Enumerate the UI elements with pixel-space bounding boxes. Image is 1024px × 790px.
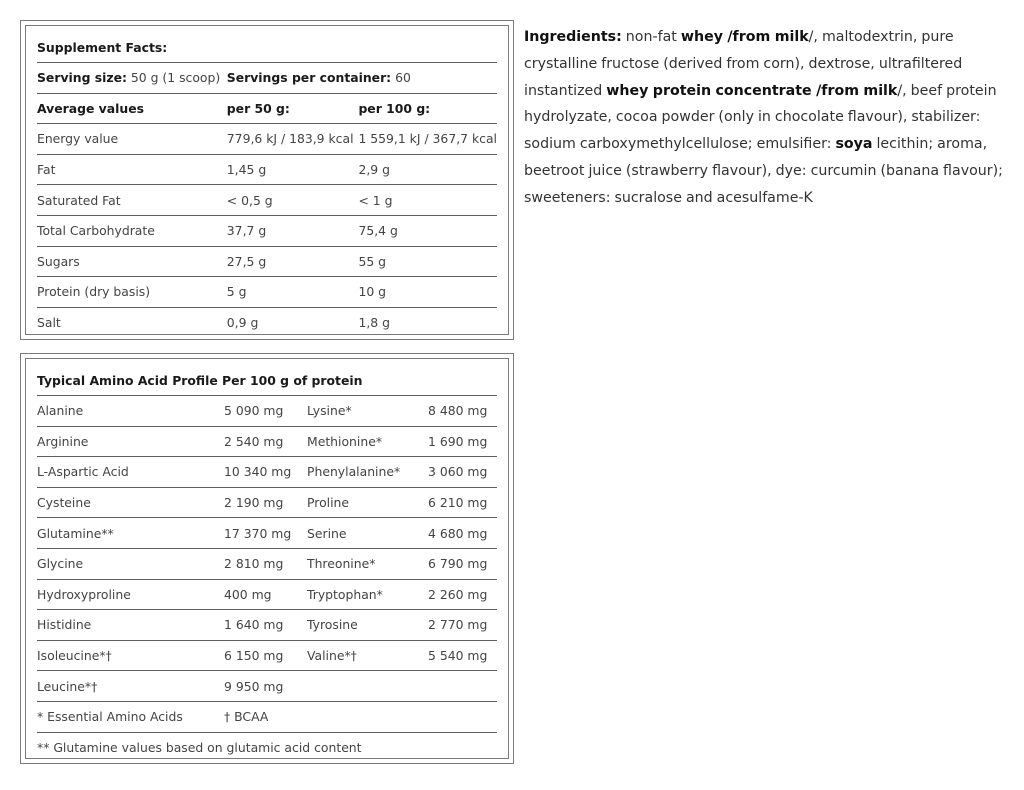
amino-name: Leucine*† xyxy=(37,671,224,702)
nutrient-name: Fat xyxy=(37,154,227,185)
amino-name: Hydroxyproline xyxy=(37,579,224,610)
supplement-facts-panel xyxy=(20,20,514,340)
ingredients-paragraph xyxy=(524,24,1022,212)
amino-name: Glycine xyxy=(37,548,224,579)
table-row xyxy=(37,640,497,671)
nutrient-per100: 1,8 g xyxy=(358,315,390,331)
nutrient-name: Sugars xyxy=(37,246,227,277)
nutrient-per50: < 0,5 g xyxy=(227,185,359,216)
table-row xyxy=(37,487,497,518)
nutrient-per100: 10 g xyxy=(358,277,497,308)
table-row xyxy=(37,307,497,337)
ingredients-segment: lecithin; aroma, beetroot juice (strawberry flavour), dye: curcumin (banana flavour); sweeteners: sucralose and acesulfame-K xyxy=(524,136,1003,206)
serving-size xyxy=(37,63,227,94)
ingredients-segment: non-fat xyxy=(621,29,681,45)
amino-value: 17 370 mg xyxy=(224,518,307,549)
footnote-bcaa: † BCAA xyxy=(224,701,497,732)
table-row xyxy=(37,579,497,610)
amino-value xyxy=(428,671,497,702)
amino-value: 2 810 mg xyxy=(224,548,307,579)
table-row xyxy=(37,246,497,277)
amino-name: Valine*† xyxy=(307,640,428,671)
amino-name: Histidine xyxy=(37,610,224,641)
table-row xyxy=(37,396,497,427)
amino-name: Phenylalanine* xyxy=(307,457,428,488)
amino-name: Threonine* xyxy=(307,548,428,579)
amino-value: 6 150 mg xyxy=(224,640,307,671)
nutrient-per100: < 1 g xyxy=(358,185,497,216)
table-row xyxy=(37,154,497,185)
nutrient-name: Protein (dry basis) xyxy=(37,277,227,308)
nutrient-per100: 75,4 g xyxy=(358,215,497,246)
supplement-facts-title: Supplement Facts: xyxy=(37,32,497,63)
table-row xyxy=(37,548,497,579)
amino-name xyxy=(307,671,428,702)
table-row xyxy=(37,518,497,549)
amino-value: 10 340 mg xyxy=(224,457,307,488)
amino-profile-title: Typical Amino Acid Profile Per 100 g of protein xyxy=(37,365,497,396)
amino-name: Lysine* xyxy=(307,396,428,427)
table-row xyxy=(37,457,497,488)
amino-value: 8 480 mg xyxy=(428,396,497,427)
nutrient-name: Saturated Fat xyxy=(37,185,227,216)
amino-value: 2 540 mg xyxy=(224,426,307,457)
supplement-facts-inner-frame xyxy=(25,25,509,335)
serving-row xyxy=(37,63,497,94)
amino-acid-profile-panel xyxy=(20,353,514,764)
servings-per-container xyxy=(227,63,497,94)
amino-value: 5 540 mg xyxy=(428,640,497,671)
amino-name: Proline xyxy=(307,487,428,518)
facts-title-row xyxy=(37,32,497,63)
nutrient-per50: 1,45 g xyxy=(227,154,359,185)
amino-value: 1 640 mg xyxy=(224,610,307,641)
table-row xyxy=(37,277,497,308)
amino-value: 400 mg xyxy=(224,579,307,610)
footnote-essential: * Essential Amino Acids xyxy=(37,701,224,732)
ingredients-label: Ingredients: xyxy=(524,29,622,45)
facts-header-row xyxy=(37,93,497,124)
amino-acid-inner-frame xyxy=(25,358,509,759)
amino-name: Methionine* xyxy=(307,426,428,457)
amino-acid-table xyxy=(37,365,497,762)
amino-name: L-Aspartic Acid xyxy=(37,457,224,488)
table-row xyxy=(37,124,497,155)
header-per-100g: per 100 g: xyxy=(358,93,497,124)
amino-value: 6 790 mg xyxy=(428,548,497,579)
ingredients-segment-bold: whey protein concentrate /from milk xyxy=(606,82,898,99)
supplement-facts-table xyxy=(37,32,497,337)
amino-value: 2 770 mg xyxy=(428,610,497,641)
amino-title-row xyxy=(37,365,497,396)
amino-name: Tryptophan* xyxy=(307,579,428,610)
header-per-50g: per 50 g: xyxy=(227,93,359,124)
ingredients-segment: /, beef protein hydrolyzate, cocoa powder (only in chocolate flavour), stabilizer: sodium carboxymethylcellulose; emulsifier: xyxy=(524,82,997,153)
nutrient-per50: 37,7 g xyxy=(227,215,359,246)
table-row xyxy=(37,610,497,641)
nutrient-per50: 779,6 kJ / 183,9 kcal xyxy=(227,124,359,155)
amino-name: Isoleucine*† xyxy=(37,640,224,671)
header-average-values: Average values xyxy=(37,93,227,124)
amino-name: Cysteine xyxy=(37,487,224,518)
ingredients-segment-bold: soya xyxy=(835,136,873,153)
servings-label: Servings per container: xyxy=(226,70,392,86)
amino-value: 5 090 mg xyxy=(224,396,307,427)
table-row xyxy=(37,426,497,457)
table-row xyxy=(37,215,497,246)
amino-name: Tyrosine xyxy=(307,610,428,641)
amino-value: 2 260 mg xyxy=(428,579,497,610)
table-row xyxy=(37,185,497,216)
amino-name: Arginine xyxy=(37,426,224,457)
nutrient-per50: 27,5 g xyxy=(227,246,359,277)
serving-size-value: 50 g (1 scoop) xyxy=(130,70,221,86)
amino-name: Alanine xyxy=(37,396,224,427)
ingredients-segment: /, maltodextrin, pure crystalline fructose (derived from corn), dextrose, ultrafiltered instantized xyxy=(524,29,963,99)
footnote-row xyxy=(37,732,497,762)
nutrient-per100: 1 559,1 kJ / 367,7 kcal xyxy=(358,124,497,155)
amino-value: 3 060 mg xyxy=(428,457,497,488)
amino-name: Serine xyxy=(307,518,428,549)
table-row xyxy=(37,671,497,702)
ingredients-segment-bold: whey /from milk xyxy=(680,29,809,45)
amino-value: 6 210 mg xyxy=(428,487,497,518)
amino-value: 1 690 mg xyxy=(428,426,497,457)
servings-value: 60 xyxy=(395,70,411,86)
amino-name: Glutamine** xyxy=(37,518,224,549)
nutrient-per100: 2,9 g xyxy=(358,154,497,185)
footnote-glutamine: ** Glutamine values based on glutamic acid content xyxy=(37,739,362,755)
nutrient-per50: 0,9 g xyxy=(226,315,259,331)
amino-value: 4 680 mg xyxy=(428,518,497,549)
serving-size-label: Serving size: xyxy=(37,70,127,86)
nutrient-per50: 5 g xyxy=(227,277,359,308)
amino-value: 2 190 mg xyxy=(224,487,307,518)
footnote-row xyxy=(37,701,497,732)
amino-value: 9 950 mg xyxy=(224,671,307,702)
nutrient-name: Salt xyxy=(37,315,61,331)
nutrient-per100: 55 g xyxy=(358,246,497,277)
nutrient-name: Energy value xyxy=(37,124,227,155)
nutrient-name: Total Carbohydrate xyxy=(37,215,227,246)
